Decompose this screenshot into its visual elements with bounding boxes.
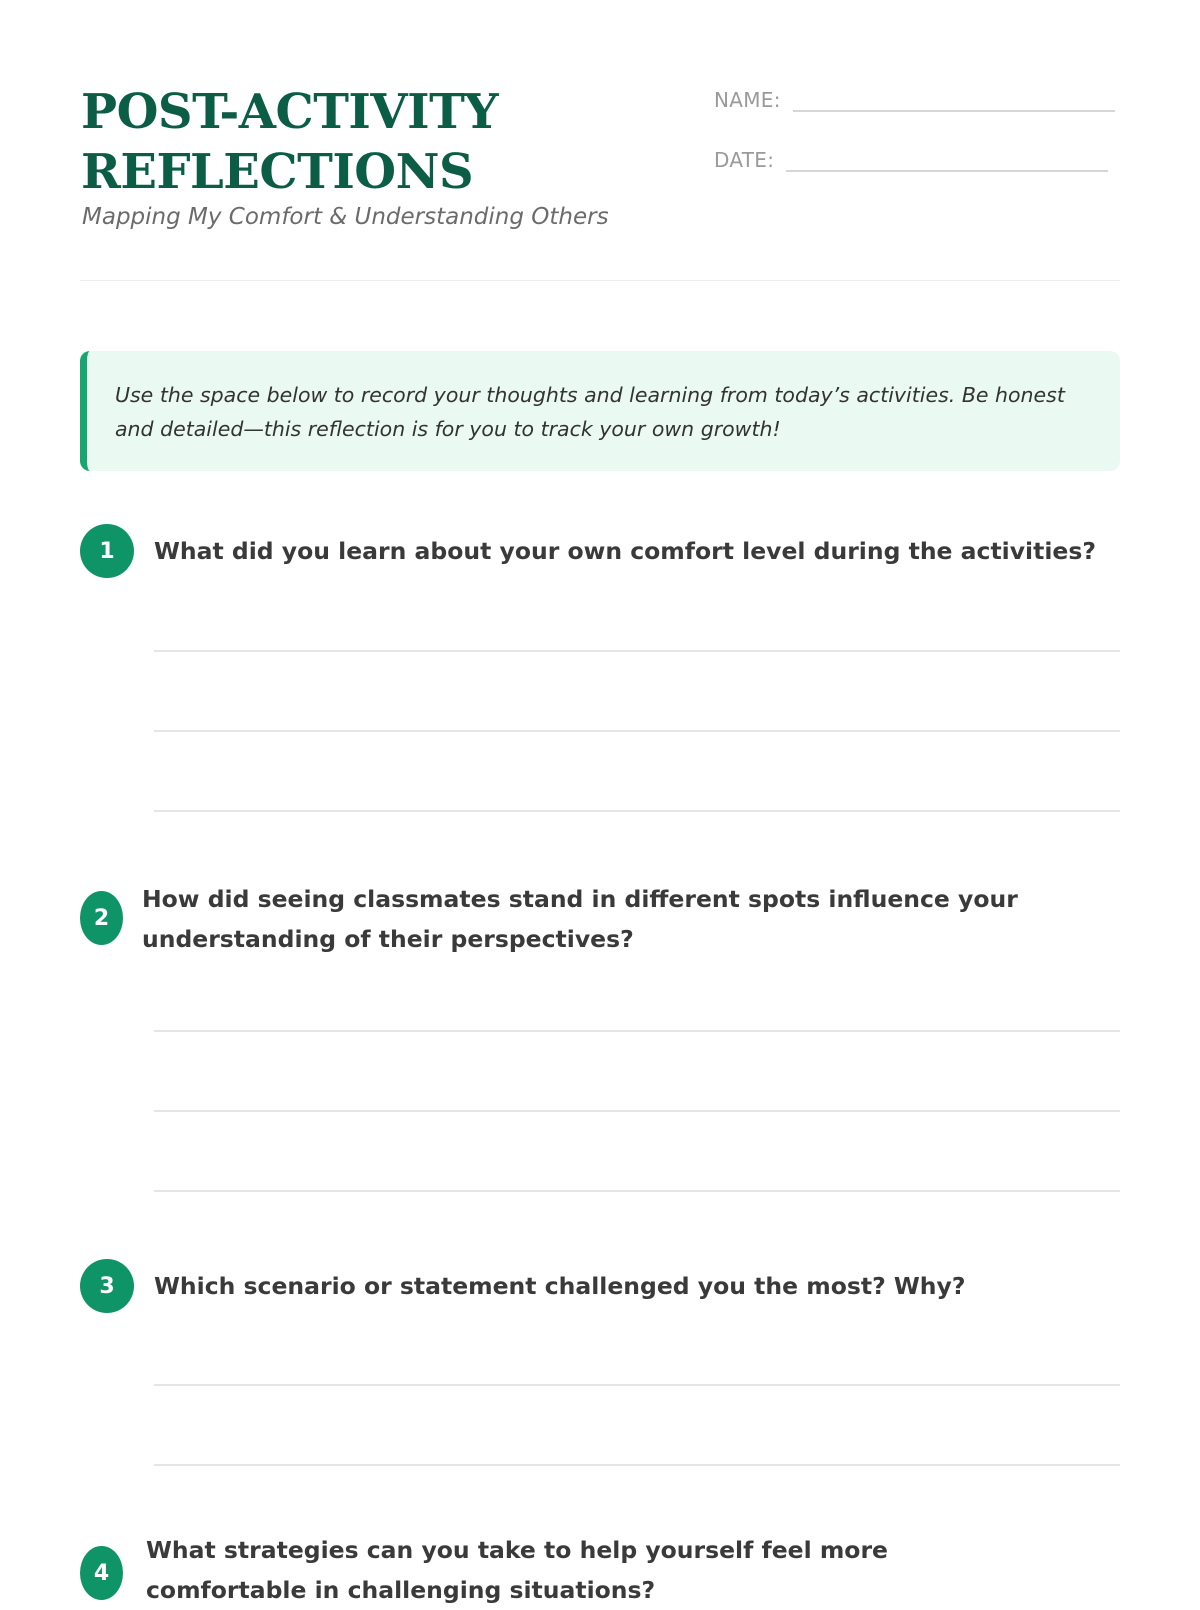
page-subtitle: Mapping My Comfort & Understanding Others <box>82 204 609 230</box>
question-number-badge: 4 <box>80 1546 123 1600</box>
header-divider <box>80 280 1120 281</box>
page-title: POST-ACTIVITY REFLECTIONS <box>81 84 499 200</box>
name-field-row <box>714 86 1115 112</box>
answer-line[interactable] <box>154 1030 1120 1032</box>
answer-line[interactable] <box>154 1464 1120 1466</box>
question-number-badge: 2 <box>80 891 123 945</box>
question-number-badge: 3 <box>80 1259 134 1313</box>
answer-line[interactable] <box>154 1384 1120 1386</box>
name-input-line[interactable] <box>793 86 1115 112</box>
intro-callout <box>80 351 1120 471</box>
answer-line[interactable] <box>154 810 1120 812</box>
intro-text: Use the space below to record your thoughts and learning from today’s activities. Be honest and detailed—this reflection is for you to track your own growth! <box>115 383 1065 441</box>
date-input-line[interactable] <box>786 146 1108 172</box>
answer-line[interactable] <box>154 1190 1120 1192</box>
question-1-text: What did you learn about your own comfort level during the activities? <box>154 537 1096 565</box>
question-2-text: How did seeing classmates stand in different spots influence your understanding of their perspectives? <box>142 885 1018 953</box>
question-4-text: What strategies can you take to help yourself feel more comfortable in challenging situations? <box>146 1536 888 1604</box>
date-label: DATE: <box>714 148 775 172</box>
question-number-badge: 1 <box>80 524 134 578</box>
name-label: NAME: <box>714 88 781 112</box>
date-field-row <box>714 146 1108 172</box>
answer-line[interactable] <box>154 730 1120 732</box>
answer-line[interactable] <box>154 1110 1120 1112</box>
answer-line[interactable] <box>154 650 1120 652</box>
question-3-text: Which scenario or statement challenged you the most? Why? <box>154 1272 966 1300</box>
